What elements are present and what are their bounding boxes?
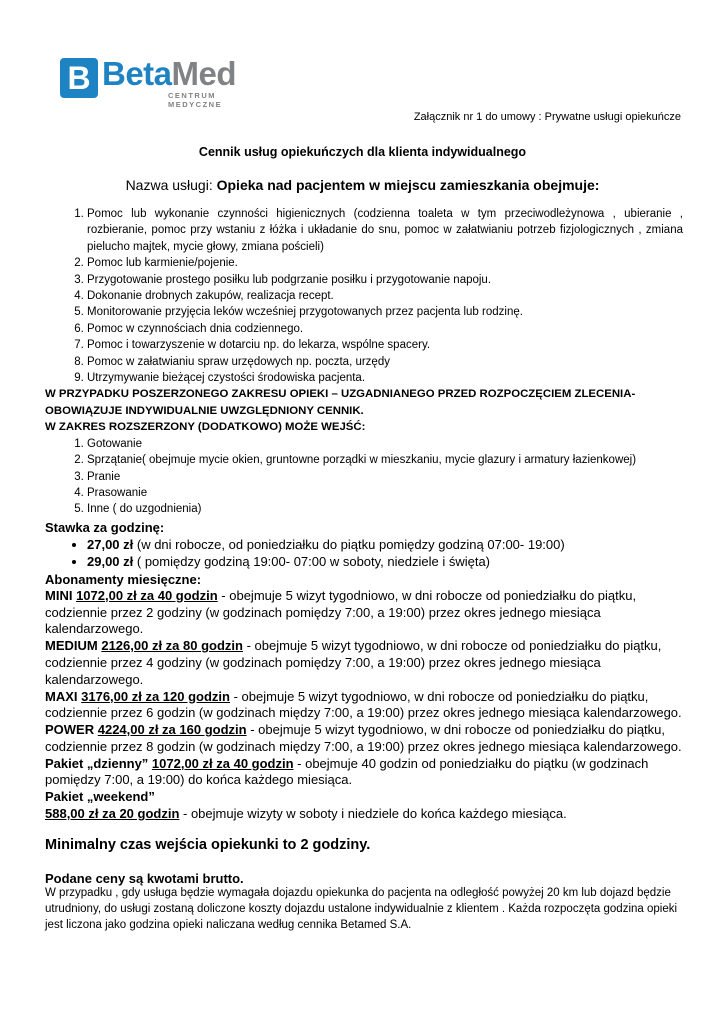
gross-prices-note: Podane ceny są kwotami brutto. — [45, 871, 244, 887]
document-body — [45, 206, 683, 934]
rate-price: 27,00 zł — [87, 536, 134, 552]
service-label: Opieka nad pacjentem w miejscu zamieszkania obejmuje: — [216, 177, 600, 193]
rate-price: 29,00 zł — [87, 553, 134, 569]
list-item: 4. Prasowanie — [87, 485, 683, 501]
subscription-maxi — [45, 689, 683, 723]
list-item: 4. Dokonanie drobnych zakupów, realizacja recept. — [87, 288, 683, 304]
package-price: 588,00 zł za 20 godzin — [45, 806, 180, 822]
list-item: 5. Monitorowanie przyjęcia leków wcześniej przygotowanych przez pacjenta lub rodzinę. — [87, 304, 683, 320]
list-item: 2. Sprzątanie( obejmuje mycie okien, gruntowne porządki w mieszkaniu, mycie glazury i armatury łazienkowej) — [87, 452, 683, 468]
package-name: MEDIUM — [45, 638, 102, 654]
extended-list — [45, 436, 683, 518]
subscription-daily — [45, 756, 683, 790]
package-price: 1072,00 zł za 40 godzin — [151, 755, 294, 771]
hourly-rates — [45, 536, 683, 570]
travel-cost-note: W przypadku , gdy usługa będzie wymagała dojazdu opiekunka do pacjenta na odległość powyżej 20 km lub dojazd będzie utrudniony, do usługi zostaną doliczone koszty dojazdu ustalone indywidualnie z klientem . Każda rozpoczęta godzina opieki jest liczona jako godzina opieki naliczana według cennika Betamed S.A. — [45, 887, 678, 931]
package-name: Pakiet „dzienny” — [45, 755, 152, 771]
service-name — [0, 177, 725, 193]
list-item: 6. Pomoc w czynnościach dnia codziennego. — [87, 321, 683, 337]
subscription-weekend — [45, 806, 683, 823]
subscription-medium — [45, 638, 683, 688]
package-desc: - obejmuje 5 wizyt tygodniowo, w dni robocze od poniedziałku do piątku, codziennie przez 4 godziny (w godzinach pomiędzy 7:00, a 19:00) przez okres jednego miesiąca kalendarzowego. — [45, 638, 662, 687]
list-item: 7. Pomoc i towarzyszenie w dotarciu np. do lekarza, wspólne spacery. — [87, 337, 683, 353]
logo-letter: B — [67, 60, 91, 96]
list-item: 1. Gotowanie — [87, 436, 683, 452]
list-item: 9. Utrzymywanie bieżącej czystości środowiska pacjenta. — [87, 370, 683, 386]
package-desc: - obejmuje 5 wizyt tygodniowo, w dni robocze od poniedziałku do piątku, codziennie przez 8 godzin (w godzinach między 7:00, a 19:00) przez okres jednego miesiąca kalendarzowego. — [45, 722, 682, 754]
list-item: 5. Inne ( do uzgodnienia) — [87, 501, 683, 517]
subscription-mini — [45, 588, 683, 638]
package-desc: - obejmuje 5 wizyt tygodniowo, w dni robocze od poniedziałku do piątku, codziennie przez 2 godziny (w godzinach pomiędzy 7:00, a 19:00) przez okres jednego miesiąca kalendarzowego. — [45, 587, 637, 637]
extended-heading: W ZAKRES ROZSZERZONY (DODATKOWO) MOŻE WEJŚĆ: — [45, 421, 366, 434]
package-desc: - obejmuje 5 wizyt tygodniowo, w dni robocze od poniedziałku do piątku, codziennie przez 6 godzin (w godzinach między 7:00, a 19:00) przez okres jednego miesiąca kalendarzowego. — [45, 688, 682, 721]
list-item: 8. Pomoc w załatwianiu spraw urzędowych np. poczta, urzędy — [87, 354, 683, 370]
logo-subtitle: CENTRUM MEDYCZNE — [168, 91, 223, 109]
package-name: MAXI — [45, 688, 82, 704]
list-item: 3. Pranie — [87, 469, 683, 485]
attachment-note: Załącznik nr 1 do umowy : Prywatne usługi opiekuńcze — [413, 111, 681, 123]
logo-wordmark — [102, 56, 236, 92]
document-title: Cennik usług opiekuńczych dla klienta indywidualnego — [198, 145, 527, 159]
list-item: 2. Pomoc lub karmienie/pojenie. — [87, 255, 683, 271]
logo-beta: Beta — [102, 55, 172, 92]
subscription-power — [45, 722, 683, 756]
package-desc: - obejmuje wizyty w soboty i niedziele do końca każdego miesiąca. — [179, 806, 567, 822]
betamed-logo — [60, 55, 270, 109]
logo-med: Med — [171, 55, 237, 92]
rate-desc: ( pomiędzy godziną 19:00- 07:00 w soboty, niedziele i święta) — [133, 553, 490, 569]
rate-desc: (w dni robocze, od poniedziałku do piątku pomiędzy godziną 07:00- 19:00) — [133, 536, 565, 552]
hourly-heading: Stawka za godzinę: — [45, 519, 165, 535]
list-item: 3. Przygotowanie prostego posiłku lub podgrzanie posiłku i przygotowanie napoju. — [87, 272, 683, 288]
package-price: 4224,00 zł za 160 godzin — [97, 722, 247, 738]
package-name: Pakiet „weekend” — [45, 789, 155, 805]
package-price: 3176,00 zł za 120 godzin — [81, 688, 230, 704]
services-list — [45, 206, 683, 386]
package-price: 1072,00 zł za 40 godzin — [76, 587, 218, 603]
rate-item — [87, 553, 683, 570]
package-name: POWER — [45, 722, 98, 738]
minimum-time: Minimalny czas wejścia opiekunki to 2 godziny. — [45, 836, 371, 853]
list-item: 1. Pomoc lub wykonanie czynności higienicznych (codzienna toaleta w tym przeciwodleżynowa , ubieranie , rozbieranie, pomoc przy wstaniu z łóżka i układanie do snu, pomoc w załatwianiu potrzeb fizjologicznych , zmiana pielucho majtek, mycie głowy, zmiana pościeli) — [87, 206, 683, 255]
package-price: 2126,00 zł za 80 godzin — [101, 638, 243, 654]
package-name: MINI — [45, 587, 77, 603]
package-desc: - obejmuje 40 godzin od poniedziałku do piątku (w godzinach pomiędzy 7:00, a 19:00) do końca każdego miesiąca. — [45, 755, 649, 788]
subscription-weekend-name — [45, 789, 683, 806]
service-prefix: Nazwa usługi: — [125, 177, 217, 193]
subscriptions-heading: Abonamenty miesięczne: — [45, 571, 202, 587]
rate-item — [87, 536, 683, 553]
extended-notice: W PRZYPADKU POSZERZONEGO ZAKRESU OPIEKI – UZGADNIANEGO PRZED ROZPOCZĘCIEM ZLECENIA- OBOWIĄZUJE INDYWIDUALNIE UWZGLĘDNIONY CENNIK. — [45, 388, 636, 417]
